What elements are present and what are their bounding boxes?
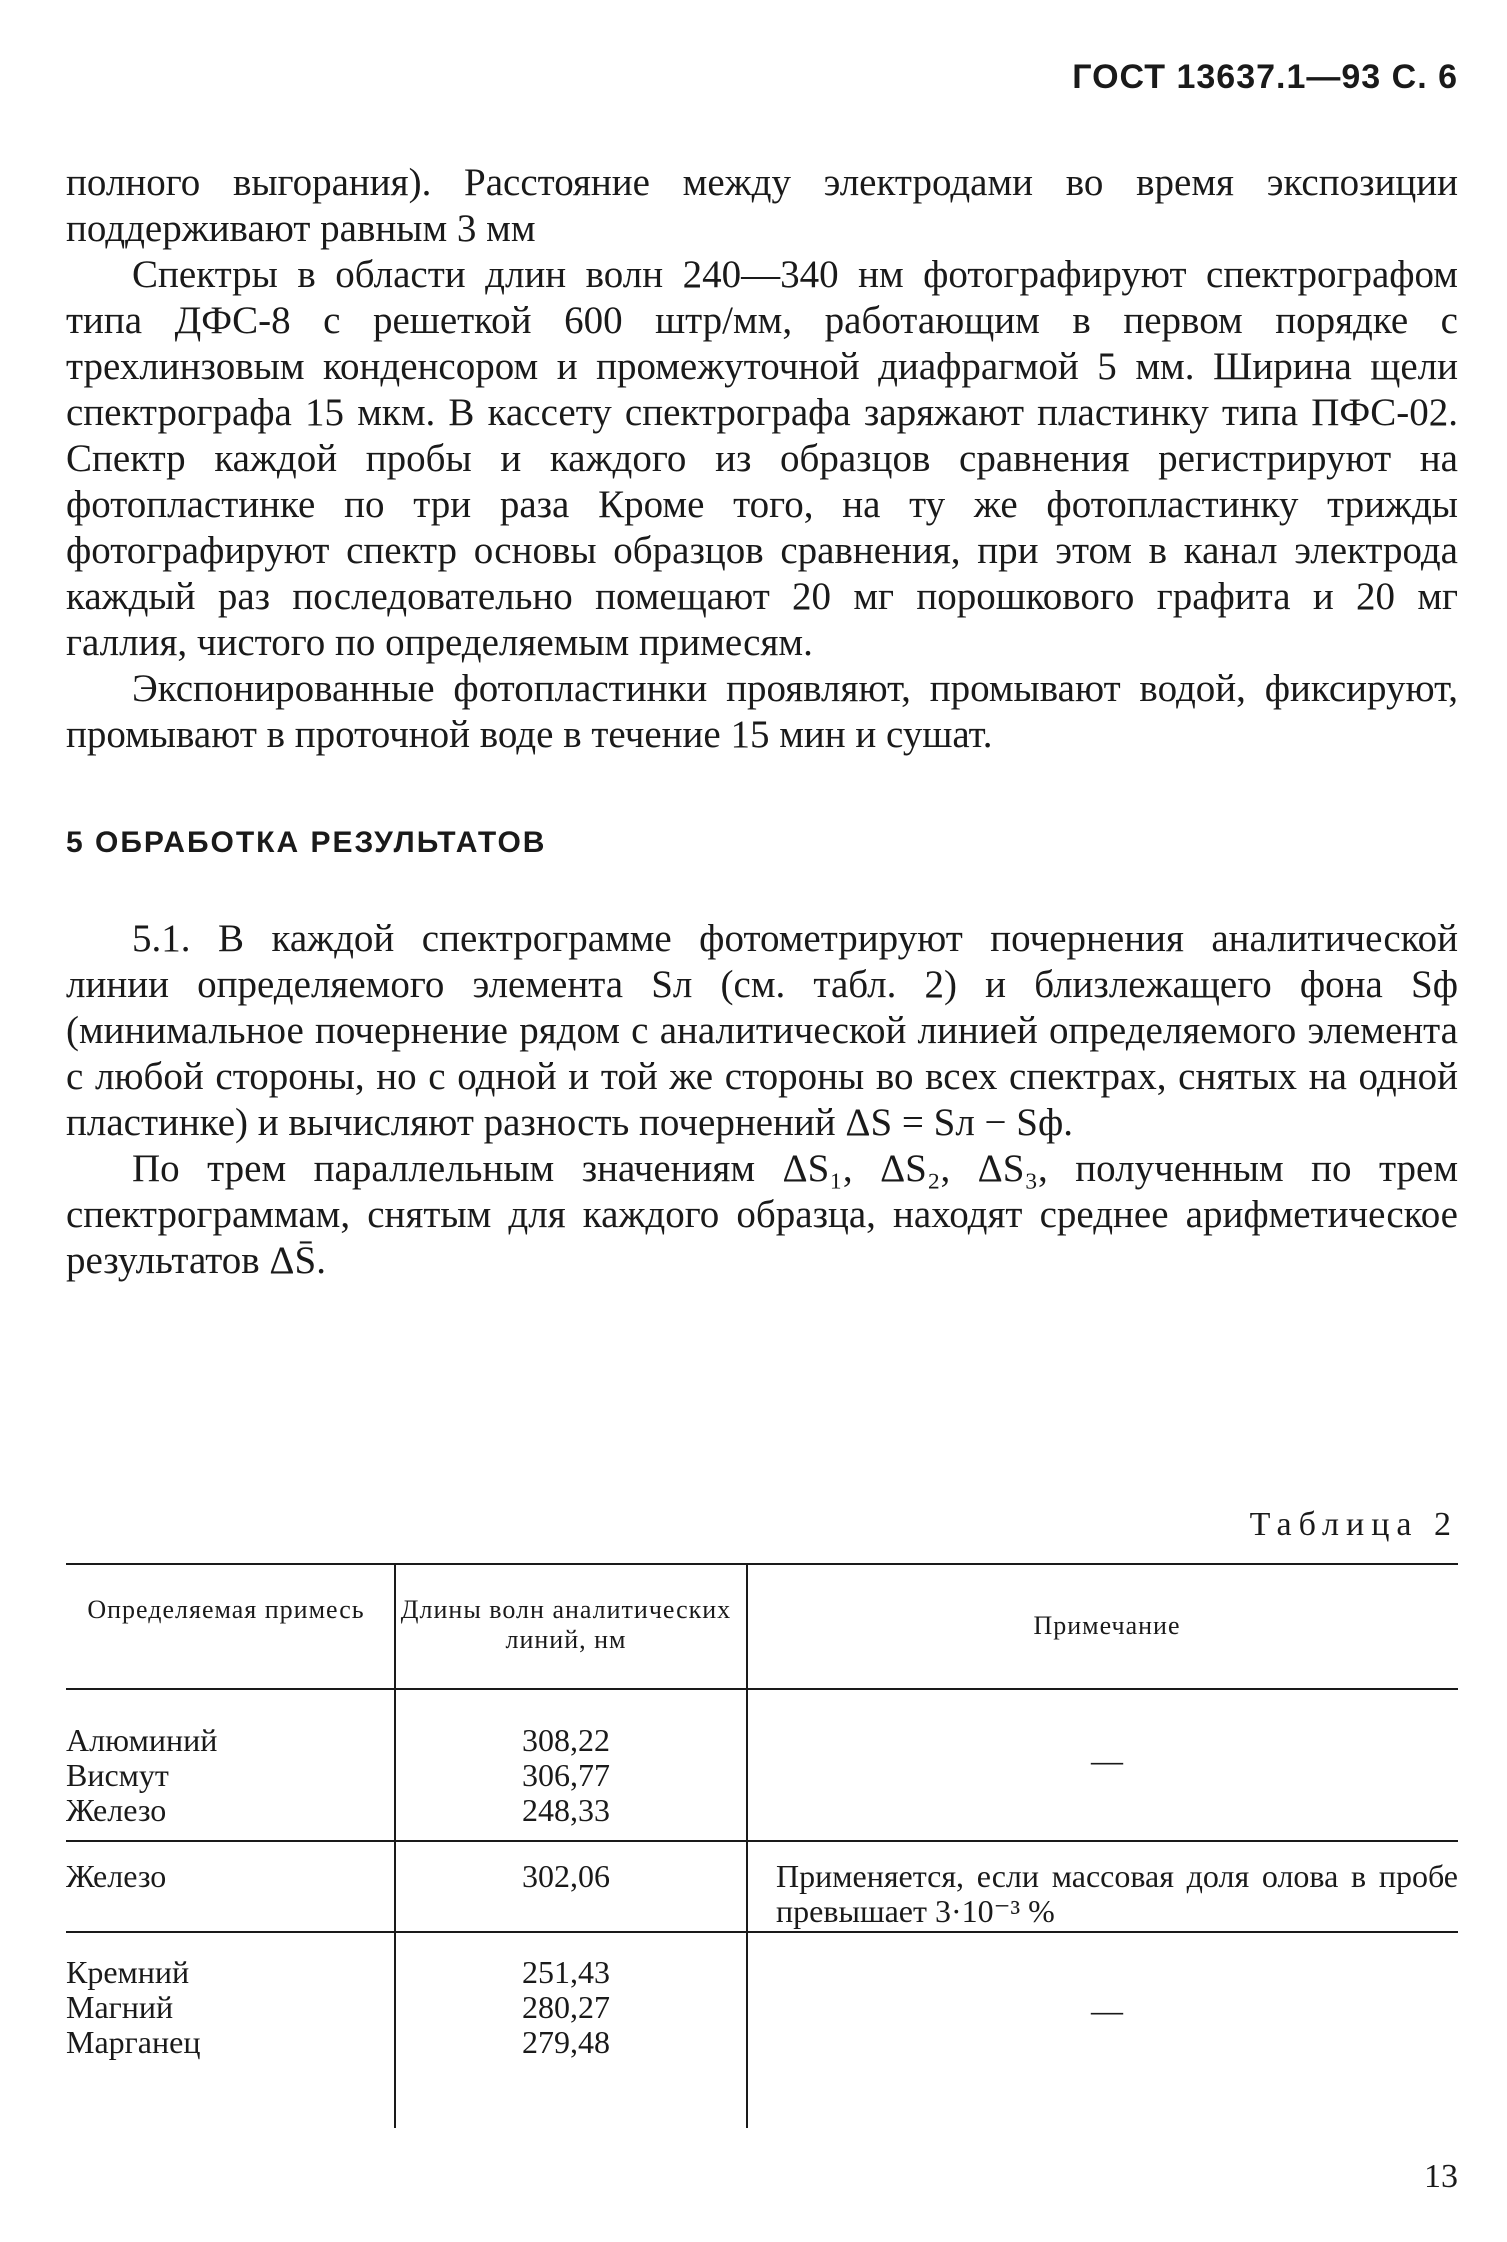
table-group-rule bbox=[66, 1931, 1458, 1933]
document-page bbox=[66, 0, 1458, 2242]
section-title: 5 ОБРАБОТКА РЕЗУЛЬТАТОВ bbox=[66, 826, 547, 859]
data-table bbox=[66, 1563, 1458, 2128]
table-header-rule bbox=[66, 1688, 1458, 1690]
paragraph-5: По трем параллельным значениям ΔS₁, ΔS₂, ΔS₃, полученным по трем спектрограммам, снятым для каждого образца, находят среднее арифметическое результатов ΔS̄. bbox=[66, 1147, 1458, 1282]
table-top-rule bbox=[66, 1563, 1458, 1565]
table-cell-wavelengths: 251,43 280,27 279,48 bbox=[522, 1954, 610, 2060]
table-cell-note: Применяется, если массовая доля олова в пробе превышает 3·10⁻³ % bbox=[776, 1858, 1458, 1929]
paragraph-3: Экспонированные фотопластинки проявляют, промывают водой, фиксируют, промывают в проточной воде в течение 15 мин и сушат. bbox=[66, 667, 1458, 756]
paragraph-4: 5.1. В каждой спектрограмме фотометрируют почернения аналитической линии определяемого элемента Sл (см. табл. 2) и близлежащего фона Sф (минимальное почернение рядом с аналитической линией определяемого элемента с любой стороны, но с одной и той же стороны во всех спектрах, снятых на одной пластинке) и вычисляют разность почернений ΔS = Sл − Sф. bbox=[66, 917, 1458, 1144]
table-cell-names: Железо bbox=[66, 1858, 167, 1894]
table-cell-names: Алюминий Висмут Железо bbox=[66, 1722, 218, 1828]
table-cell-note: — bbox=[1091, 1992, 1123, 2028]
table-cell-wavelengths: 302,06 bbox=[522, 1858, 610, 1894]
page-number: 13 bbox=[1424, 2158, 1458, 2195]
paragraph-2: Спектры в области длин волн 240—340 нм фотографируют спектрографом типа ДФС-8 с решеткой 600 штр/мм, работающим в первом порядке с трехлинзовым конденсором и промежуточной диафрагмой 5 мм. Ширина щели спектрографа 15 мкм. В кассету спектрографа заряжают пластинку типа ПФС-02. Спектр каждой пробы и каждого из образцов сравнения регистрируют на фотопластинке по три раза Кроме того, на ту же фотопластинку трижды фотографируют спектр основы образцов сравнения, при этом в канал электрода каждый раз последовательно помещают 20 мг порошкового графита и 20 мг галлия, чистого по определяемым примесям. bbox=[66, 253, 1458, 664]
table-group-rule bbox=[66, 1840, 1458, 1842]
header-note: Примечание bbox=[1033, 1611, 1181, 1640]
header-wavelengths: Длины волн аналитических линий, нм bbox=[400, 1595, 732, 1654]
table-cell-names: Кремний Магний Марганец bbox=[66, 1954, 201, 2060]
table-caption: Таблица 2 bbox=[1249, 1506, 1458, 1543]
table-cell-note: — bbox=[1091, 1742, 1123, 1778]
table-cell-wavelengths: 308,22 306,77 248,33 bbox=[522, 1722, 610, 1828]
header-impurity: Определяемая примесь bbox=[87, 1595, 365, 1624]
body-text bbox=[66, 160, 1458, 1284]
paragraph-1: полного выгорания). Расстояние между электродами во время экспозиции поддерживают равным 3 мм bbox=[66, 161, 1458, 250]
table-column-rule bbox=[746, 1563, 748, 2128]
page-header: ГОСТ 13637.1—93 С. 6 bbox=[1072, 58, 1458, 96]
